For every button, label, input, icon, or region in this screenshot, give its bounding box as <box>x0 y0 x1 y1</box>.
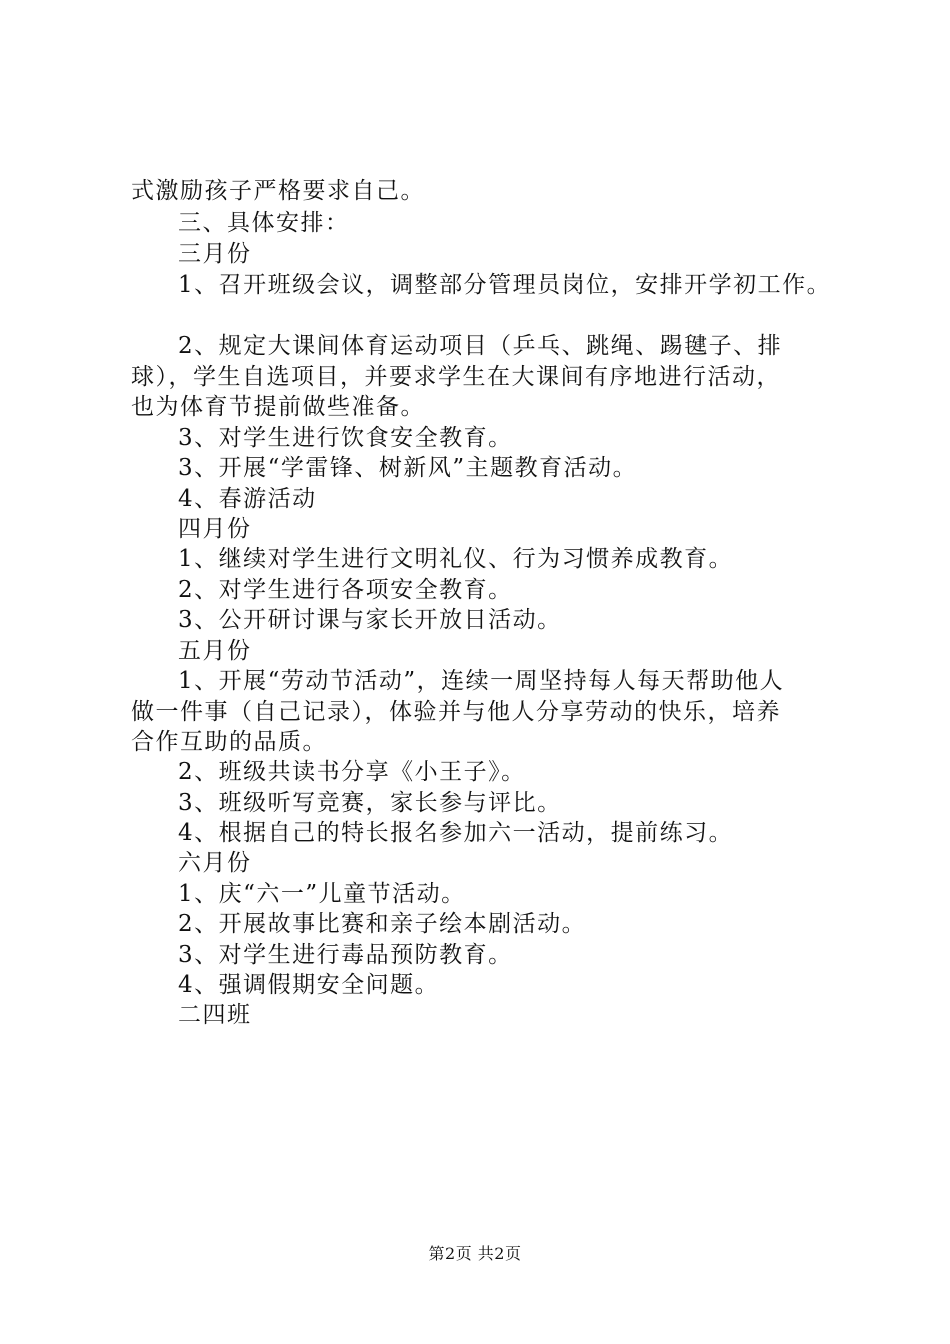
class-signature: 二四班 <box>178 1002 252 1028</box>
list-item: 2、规定大课间体育运动项目（乒乓、跳绳、踢毽子、排 <box>178 333 783 359</box>
list-item: 3、班级听写竞赛，家长参与评比。 <box>178 790 562 816</box>
list-item-continued: 合作互助的品质。 <box>131 729 327 755</box>
list-item: 3、开展“学雷锋、树新风”主题教育活动。 <box>178 455 638 481</box>
body-line: 式激励孩子严格要求自己。 <box>131 178 425 204</box>
month-heading: 三月份 <box>178 241 252 267</box>
section-heading: 三、具体安排： <box>178 210 350 236</box>
list-item: 2、班级共读书分享《小王子》。 <box>178 759 526 785</box>
page-number-footer: 第2页 共2页 <box>428 1244 522 1263</box>
list-item: 3、对学生进行饮食安全教育。 <box>178 425 513 451</box>
list-item: 1、继续对学生进行文明礼仪、行为习惯养成教育。 <box>178 546 734 572</box>
month-heading: 四月份 <box>178 516 252 542</box>
list-item: 1、召开班级会议，调整部分管理员岗位，安排开学初工作。 <box>178 272 832 298</box>
list-item: 2、开展故事比赛和亲子绘本剧活动。 <box>178 911 587 937</box>
month-heading: 五月份 <box>178 638 252 664</box>
list-item: 2、对学生进行各项安全教育。 <box>178 577 513 603</box>
list-item-continued: 也为体育节提前做些准备。 <box>131 394 425 420</box>
list-item: 1、开展“劳动节活动”，连续一周坚持每人每天帮助他人 <box>178 668 785 694</box>
list-item-continued: 球），学生自选项目，并要求学生在大课间有序地进行活动， <box>131 364 781 390</box>
list-item: 1、庆“六一”儿童节活动。 <box>178 881 466 907</box>
list-item-continued: 做一件事（自己记录），体验并与他人分享劳动的快乐，培养 <box>131 699 781 725</box>
list-item: 4、强调假期安全问题。 <box>178 972 440 998</box>
list-item: 4、春游活动 <box>178 486 317 512</box>
list-item: 3、对学生进行毒品预防教育。 <box>178 942 513 968</box>
list-item: 4、根据自己的特长报名参加六一活动，提前练习。 <box>178 820 734 846</box>
month-heading: 六月份 <box>178 850 252 876</box>
list-item: 3、公开研讨课与家长开放日活动。 <box>178 607 562 633</box>
